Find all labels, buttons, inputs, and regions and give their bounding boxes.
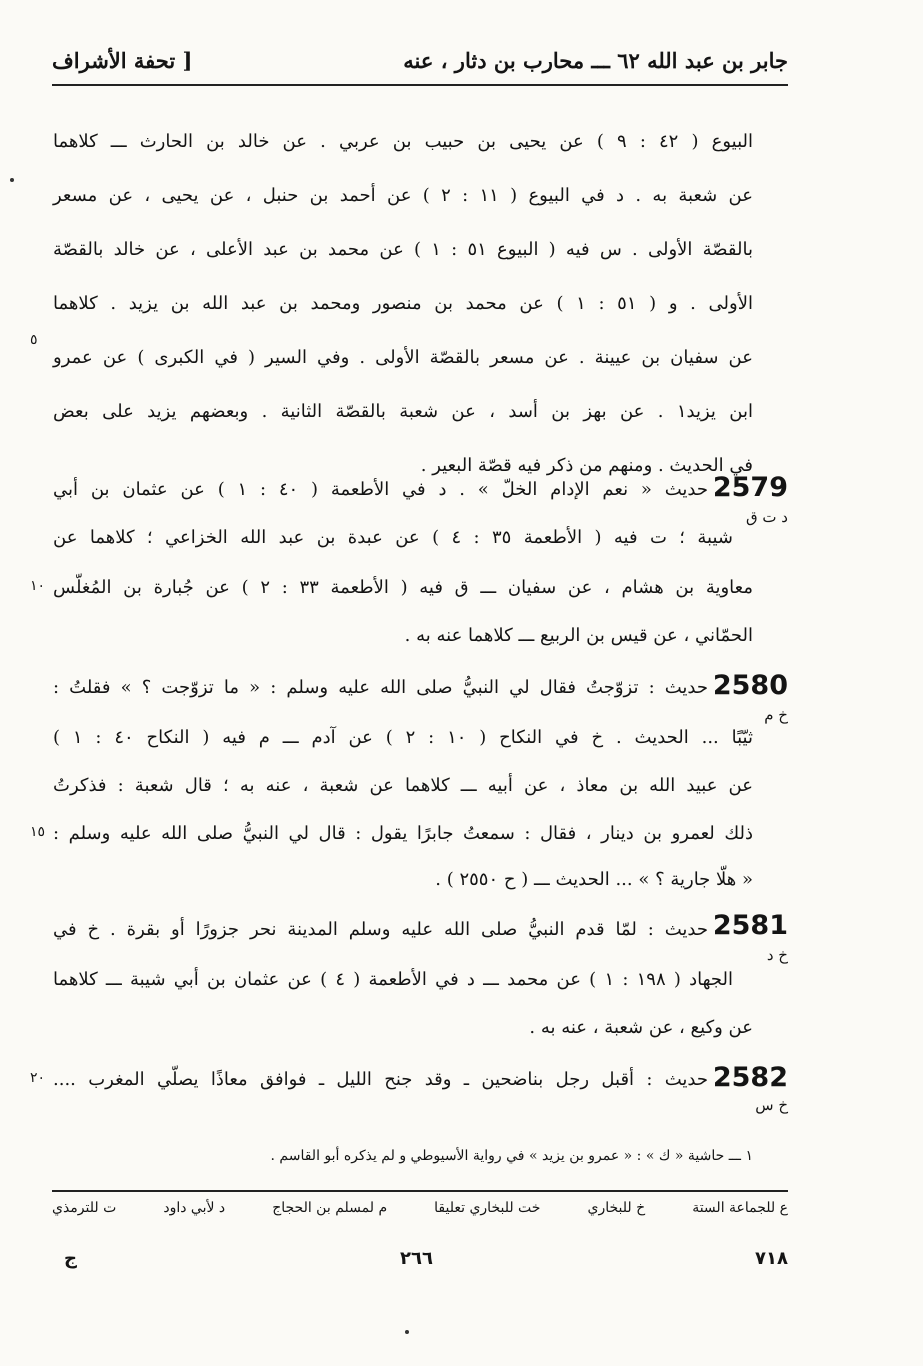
margin-line-number: ١٠	[30, 578, 46, 594]
hadith-line: حديث « نعم الإدام الخلّ » . د في الأطعمة ( ٤٠ : ١ ) عن عثمان بن أبي	[53, 479, 708, 500]
body-line: الأولى . و ( ٥١ : ١ ) عن محمد بن منصور ومحمد بن عبد الله بن يزيد . كلاهما	[53, 293, 753, 314]
header-right-title: جابر بن عبد الله ٦٢ ـــ محارب بن دثار ، عنه	[403, 47, 788, 73]
abbreviation-item: ت للترمذي	[52, 1200, 117, 1216]
margin-line-number: ٢٠	[30, 1070, 46, 1086]
hadith-number: 2582	[712, 1062, 788, 1093]
hadith-line: ذلك لعمرو بن دينار ، فقال : سمعتُ جابرًا يقول : قال لي النبيُّ صلى الله عليه وسلم :	[53, 823, 753, 844]
margin-line-number: ١٥	[30, 824, 46, 840]
body-line: البيوع ( ٤٢ : ٩ ) عن يحيى بن حبيب بن عربي . عن خالد بن الحارث ـــ كلاهما	[53, 131, 753, 152]
abbreviation-key	[52, 1200, 788, 1230]
hadith-number: 2581	[712, 910, 788, 941]
footnote: ١ ـــ حاشية « ك » : « عمرو بن يزيد » في رواية الأسيوطي و لم يذكره أبو القاسم .	[270, 1148, 753, 1164]
hadith-line: ثيّبًا ... الحديث . خ في النكاح ( ١٠ : ٢ ) عن آدم ـــ م فيه ( النكاح ٤٠ : ١ )	[53, 727, 753, 748]
volume-marker: ج	[64, 1248, 77, 1269]
hadith-line: عن عبيد الله بن معاذ ، عن أبيه ـــ كلاهما عن شعبة ، عنه به ؛ قال شعبة : فذكرتُ	[53, 775, 753, 796]
header-rule	[52, 84, 788, 86]
hadith-sigla: خ د	[766, 946, 788, 964]
hadith-line: « هلّا جارية ؟ » ... الحديث ـــ ( ح ٢٥٥٠ ) .	[435, 869, 753, 890]
hadith-line: عن وكيع ، عن شعبة ، عنه به .	[529, 1017, 753, 1038]
hadith-sigla: خ م	[764, 706, 788, 724]
hadith-number: 2579	[712, 472, 788, 503]
abbreviation-item: خت للبخاري تعليقا	[434, 1200, 541, 1216]
body-line: عن سفيان بن عيينة . عن مسعر بالقصّة الأولى . وفي السير ( في الكبرى ) عن عمرو	[53, 347, 753, 368]
hadith-line: الحمّاني ، عن قيس بن الربيع ـــ كلاهما عنه به .	[404, 625, 753, 646]
hadith-line: حديث : أقبل رجل بناضحين ـ وقد جنح الليل ـ فوافق معاذًا يصلّي المغرب ....	[53, 1069, 708, 1090]
margin-line-number: ٥	[30, 332, 38, 348]
abbreviation-item: ع للجماعة الستة	[692, 1200, 788, 1216]
body-line: عن شعبة به . د في البيوع ( ١١ : ٢ ) عن أحمد بن حنبل ، عن يحيى ، عن مسعر	[53, 185, 753, 206]
running-header	[52, 40, 788, 80]
header-left-title: [ تحفة الأشراف	[52, 47, 193, 73]
hadith-line: معاوية بن هشام ، عن سفيان ـــ ق فيه ( الأطعمة ٣٣ : ٢ ) عن جُبارة بن المُغلّس	[53, 577, 753, 598]
hadith-number: 2580	[712, 670, 788, 701]
abbreviation-item: خ للبخاري	[587, 1200, 646, 1216]
body-line: بالقصّة الأولى . س فيه ( البيوع ٥١ : ١ ) عن محمد بن عبد الأعلى ، عن خالد بالقصّة	[53, 239, 753, 260]
page-number-secondary: ٢٦٦	[400, 1248, 433, 1269]
page-number-primary: ٧١٨	[755, 1248, 788, 1269]
scan-speck	[405, 1330, 409, 1334]
hadith-line: الجهاد ( ١٩٨ : ١ ) عن محمد ـــ د في الأطعمة ( ٤ ) عن عثمان بن أبي شيبة ـــ كلاهما	[53, 969, 734, 990]
hadith-sigla: خ س	[755, 1096, 788, 1114]
body-line: ابن يزيد١ . عن بهز بن أسد ، عن شعبة بالقصّة الثانية . وبعضهم يزيد على بعض	[53, 401, 753, 422]
abbreviation-item: د لأبي داود	[163, 1200, 226, 1216]
footer-rule	[52, 1190, 788, 1192]
hadith-sigla: د ت ق	[746, 508, 788, 526]
scan-speck	[10, 178, 14, 182]
hadith-line: حديث : لمّا قدم النبيُّ صلى الله عليه وسلم المدينة نحر جزورًا أو بقرة . خ في	[53, 919, 708, 940]
hadith-line: حديث : تزوّجتُ فقال لي النبيُّ صلى الله عليه وسلم : « ما تزوّجت ؟ » فقلتُ :	[53, 677, 708, 698]
abbreviation-item: م لمسلم بن الحجاج	[272, 1200, 388, 1216]
body-line: في الحديث . ومنهم من ذكر فيه قصّة البعير .	[420, 455, 753, 476]
hadith-line: شيبة ؛ ت فيه ( الأطعمة ٣٥ : ٤ ) عن عبدة بن عبد الله الخزاعي ؛ كلاهما عن	[53, 527, 734, 548]
